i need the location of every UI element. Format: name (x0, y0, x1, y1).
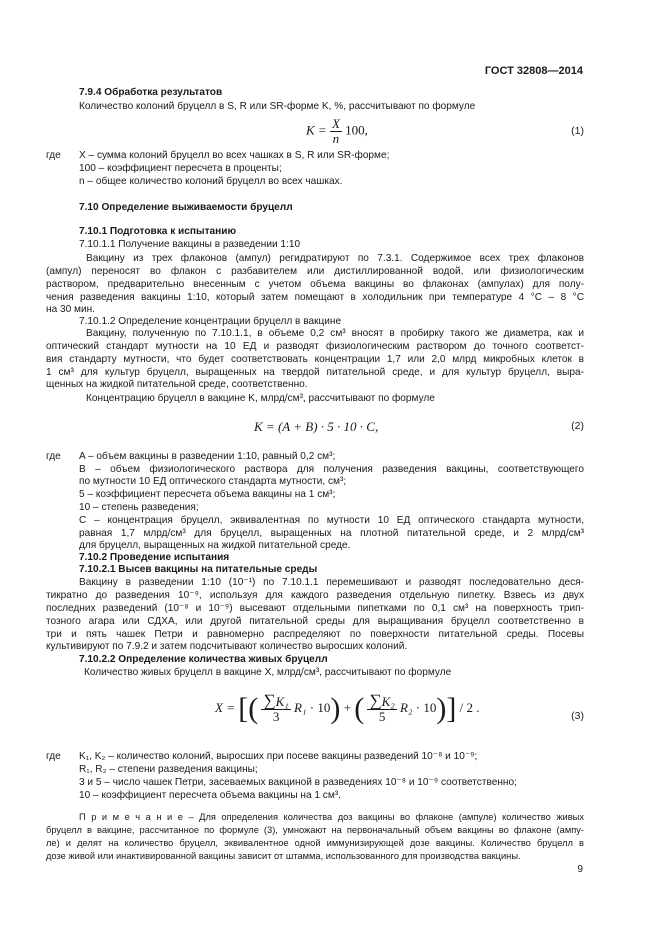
definition: по мутности 10 ЕД оптического стандарта мутности, см³; (79, 476, 347, 487)
section-title-7-10-2-2: 7.10.2.2 Определение количества живых бруцелл (79, 654, 328, 665)
section-title-7-9-4: 7.9.4 Обработка результатов (79, 87, 223, 98)
paragraph-line: тикратно до разведения 10⁻⁹, используя для каждого разведения отдельную пипетку. Взвесь из двух (46, 590, 584, 601)
definition: K₁, K₂ – количество колоний, выросших при посеве вакцины разведений 10⁻⁸ и 10⁻⁹; (79, 751, 478, 762)
definition: 5 – коэффициент пересчета объема вакцины на 1 см³; (79, 489, 336, 500)
paragraph-line: на 30 мин. (46, 304, 95, 315)
note-line: П р и м е ч а н и е – Для определения количества доз вакцины во флаконе (ампуле) количество живых (79, 812, 584, 822)
definition: 10 – коэффициент пересчета объема вакцины на 1 см³. (79, 790, 341, 801)
paragraph-line: культивируют по 7.9.2 и затем подсчитывают количество выросших колоний. (46, 641, 408, 652)
section-title-7-10-1-1: 7.10.1.1 Получение вакцины в разведении 1:10 (79, 239, 301, 250)
paragraph-line: раствором, предварительно внесенным с учетом объема вакцины во флаконах (ампулах) для полу- (46, 279, 584, 290)
definition: для бруцелл, выращенных на жидкой питательной среде. (79, 540, 351, 551)
paragraph-line: чения разведения вакцины 1:10, который затем помещают в холодильник при температуре 4 °С – 8 °С (46, 292, 584, 303)
where-label: где (46, 150, 61, 161)
paragraph-line: (ампул) переносят во флакон с разбавителем или дистиллированной водой, или физиологическим (46, 266, 584, 277)
section-title-7-10-1-2: 7.10.1.2 Определение концентрации бруцелл в вакцине (79, 316, 342, 327)
paragraph: Количество живых бруцелл в вакцине X, млрд/см³, рассчитывают по формуле (84, 667, 452, 678)
definition: X – сумма колоний бруцелл во всех чашках в S, R или SR-форме; (79, 150, 390, 161)
paragraph: Количество колоний бруцелл в S, R или SR-форме K, %, рассчитывают по формуле (79, 101, 476, 112)
note-line: ле) и делят на количество бруцелл, эквивалентное одной иммунизирующей дозе вакцины. Количество бруцелл в (46, 838, 584, 848)
paragraph: Концентрацию бруцелл в вакцине K, млрд/см³, рассчитывают по формуле (86, 393, 435, 404)
note-line: дозе живой или инактивированной вакцины зависит от штамма, использованного для производства вакцины. (46, 851, 521, 861)
definition: 100 – коэффициент пересчета в проценты; (79, 163, 282, 174)
where-label: где (46, 451, 61, 462)
section-title-7-10-2: 7.10.2 Проведение испытания (79, 552, 230, 563)
note-line: бруцелл в вакцине, рассчитанное по формуле (3), умножают на первоначальный объем вакцины во флаконе (ампу- (46, 825, 584, 835)
where-label: где (46, 751, 61, 762)
paragraph-line: 1 см³ для культур бруцелл, выращенных на твердой питательной среде, и для культур бруцелл, выра- (46, 367, 584, 378)
formula-3: X = [( $\frac{\text{∑K₁}}{3}$ R₁ · 10) + ( $\frac{\text{∑K₂}}{5}$ R₂ · 10)] / 2 . (215, 691, 480, 725)
section-title-7-10: 7.10 Определение выживаемости бруцелл (79, 202, 293, 213)
paragraph-line: три и пять чашек Петри и равномерно распределяют по поверхности питательной среды. Посевы (46, 629, 584, 640)
section-title-7-10-1: 7.10.1 Подготовка к испытанию (79, 226, 237, 237)
paragraph-line: Вакцину, полученную по 7.10.1.1, в объеме 0,2 см³ вносят в пробирку такого же диаметра, как и (86, 328, 584, 339)
page-number: 9 (577, 864, 583, 875)
definition: 10 – степень разведения; (79, 502, 199, 513)
paragraph-line: последних разведений (10⁻⁸ и 10⁻⁹) высевают отдельными пипетками по 0,1 см³ на поверхность трип- (46, 603, 584, 614)
paragraph-line: тозного агара или СДХА, или другой питательной среды для выращивания бруцелл соответственно в (46, 616, 584, 627)
definition: 3 и 5 – число чашек Петри, засеваемых вакциной в разведениях 10⁻⁸ и 10⁻⁹ соответственно; (79, 777, 517, 788)
section-title-7-10-2-1: 7.10.2.1 Высев вакцины на питательные среды (79, 564, 318, 575)
definition: A – объем вакцины в разведении 1:10, равный 0,2 см³; (79, 451, 336, 462)
paragraph-line: оптический стандарт мутности на 10 ЕД и разводят физиологическим раствором до точного соответст- (46, 341, 584, 352)
formula-2: K = (A + B) · 5 · 10 · C, (254, 419, 379, 434)
equation-number: (1) (571, 125, 584, 137)
definition: B – объем физиологического раствора для получения разведения вакцины, соответствующего (79, 464, 584, 475)
paragraph-line: щенных на жидкой питательной среде, соответственно. (46, 379, 308, 390)
equation-number: (3) (571, 710, 584, 722)
definition: n – общее количество колоний бруцелл во всех чашках. (79, 176, 343, 187)
paragraph-line: Вакцину из трех флаконов (ампул) регидратируют по 7.3.1. Содержимое всех трех флаконов (86, 253, 584, 264)
document-code: ГОСТ 32808—2014 (484, 65, 583, 77)
definition: R₁, R₂ – степени разведения вакцины; (79, 764, 258, 775)
equation-number: (2) (571, 420, 584, 432)
definition: C – концентрация бруцелл, эквивалентная по мутности 10 ЕД оптического стандарта мутности, (79, 515, 584, 526)
definition: равная 1,7 млрд/см³ для бруцелл, выращенных на плотной питательной среде, и 2 млрд/см³ (79, 528, 584, 539)
paragraph-line: Вакцину в разведении 1:10 (10⁻¹) по 7.10.1.1 перемешивают и разводят последовательно деся- (79, 577, 584, 588)
paragraph-line: вия стандарту мутности, что будет соответствовать концентрации 1,7 или 2,0 млрд микробных клеток в (46, 354, 584, 365)
formula-1: K = $\frac{X}{n}$ 100, (306, 116, 368, 146)
